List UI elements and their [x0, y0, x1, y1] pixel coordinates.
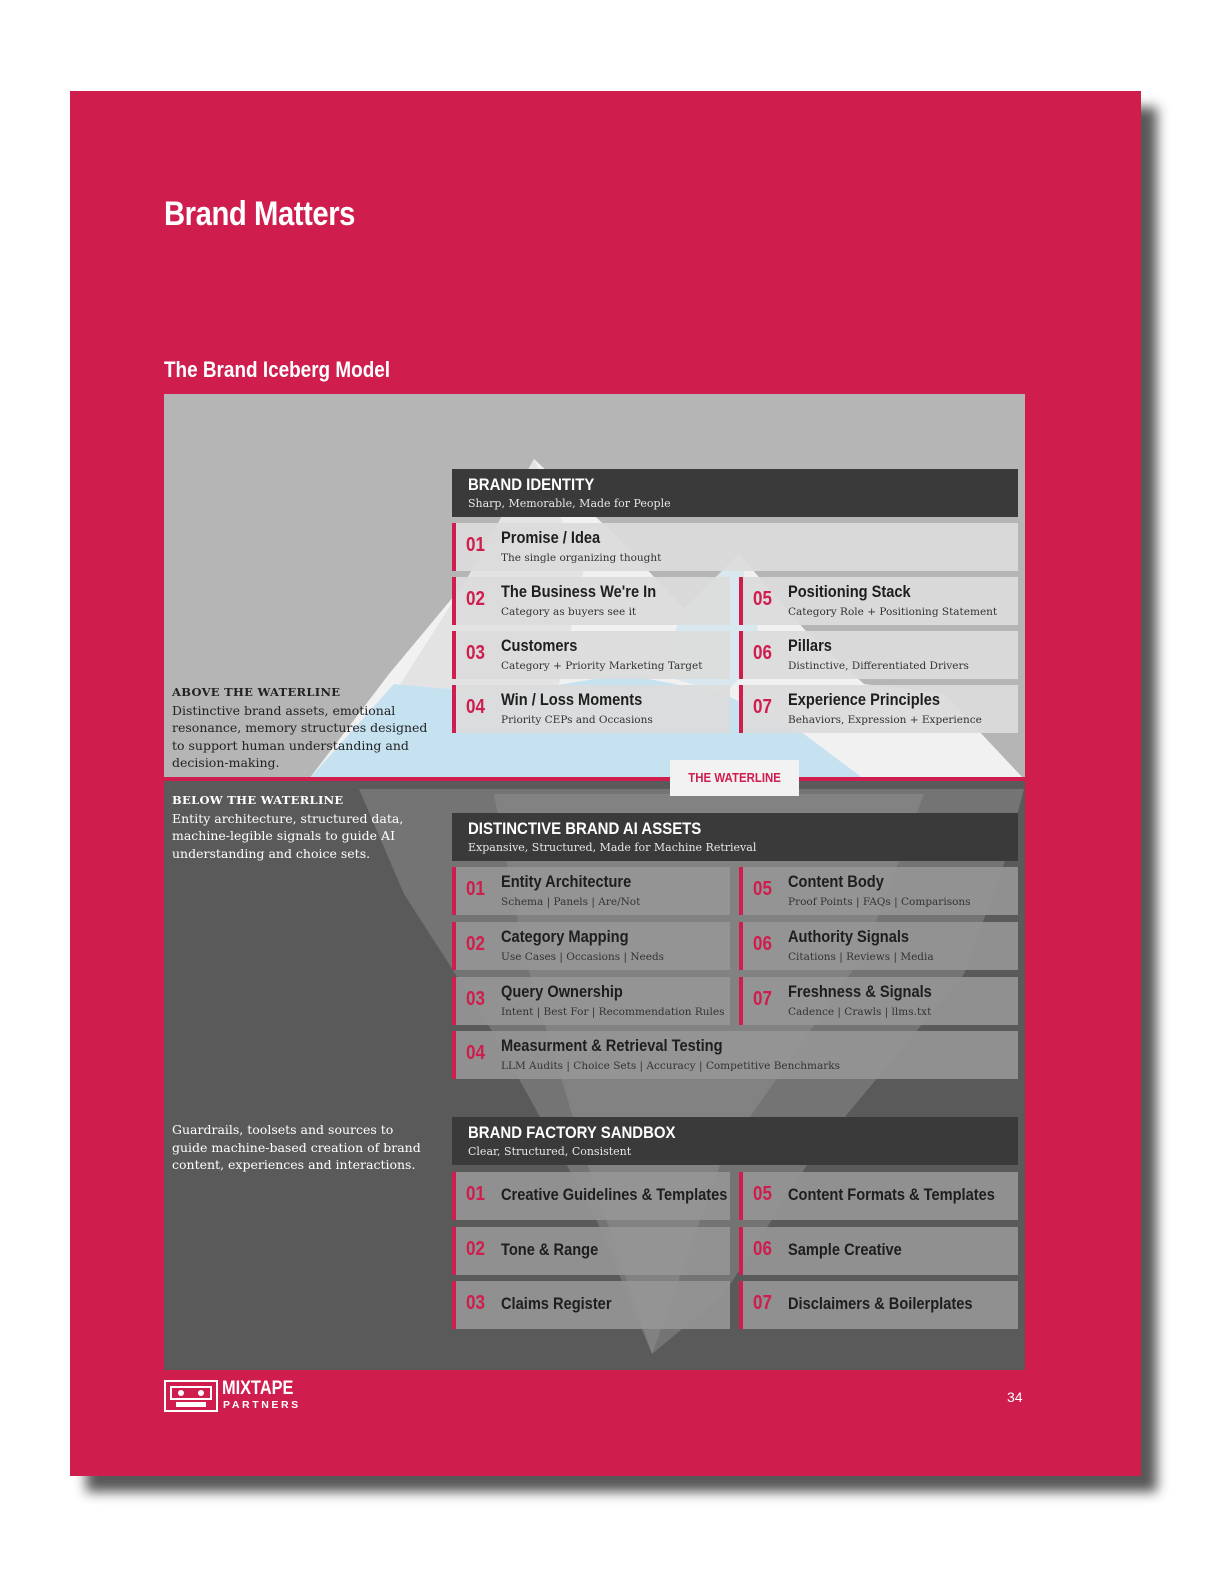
item-title: Claims Register — [501, 1294, 612, 1313]
page-title: Brand Matters — [164, 195, 356, 233]
item-description: The single organizing thought — [501, 552, 662, 564]
item-description: Proof Points | FAQs | Comparisons — [788, 896, 971, 908]
ai-asset-item — [739, 922, 1018, 970]
sandbox-subtitle: Clear, Structured, Consistent — [468, 1145, 632, 1158]
item-number: 02 — [466, 933, 485, 955]
item-number: 06 — [753, 933, 772, 955]
ai-asset-item — [452, 977, 730, 1025]
waterline-label: THE WATERLINE — [688, 770, 781, 785]
ai-assets-header — [452, 813, 1018, 861]
identity-item — [452, 577, 730, 625]
above-waterline-heading: ABOVE THE WATERLINE — [172, 685, 341, 699]
item-title: Query Ownership — [501, 982, 623, 1001]
item-number: 06 — [753, 1238, 772, 1260]
item-description: Category Role + Positioning Statement — [788, 606, 998, 618]
item-title: Promise / Idea — [501, 528, 601, 547]
item-title: Content Body — [788, 872, 884, 891]
item-description: Citations | Reviews | Media — [788, 951, 934, 963]
guardrails-body: Guardrails, toolsets and sources to guide machine-based creation of brand content, experiences and interactions. — [172, 1122, 421, 1172]
guardrails-label — [172, 1121, 432, 1174]
sandbox-header — [452, 1117, 1018, 1165]
identity-item — [739, 631, 1018, 679]
mixtape-partners-logo — [164, 1378, 304, 1414]
identity-item — [452, 685, 730, 733]
item-number: 03 — [466, 642, 485, 664]
identity-item — [739, 685, 1018, 733]
sandbox-title: BRAND FACTORY SANDBOX — [468, 1123, 676, 1142]
identity-item — [739, 577, 1018, 625]
identity-item — [452, 523, 1018, 571]
item-title: The Business We're In — [501, 582, 657, 601]
item-description: Intent | Best For | Recommendation Rules — [501, 1006, 725, 1018]
item-title: Creative Guidelines & Templates — [501, 1185, 728, 1204]
item-number: 05 — [753, 878, 772, 900]
item-title: Freshness & Signals — [788, 982, 932, 1001]
ai-assets-subtitle: Expansive, Structured, Made for Machine Retrieval — [468, 841, 757, 854]
sandbox-item — [739, 1227, 1018, 1275]
waterline-tag — [670, 760, 799, 796]
item-description: LLM Audits | Choice Sets | Accuracy | Competitive Benchmarks — [501, 1060, 841, 1072]
item-number: 01 — [466, 534, 485, 556]
page-number: 34 — [1007, 1389, 1023, 1405]
sandbox-item — [452, 1227, 730, 1275]
below-waterline-label — [172, 792, 422, 862]
item-title: Customers — [501, 636, 578, 655]
item-description: Distinctive, Differentiated Drivers — [788, 660, 969, 672]
logo-line2: PARTNERS — [223, 1399, 301, 1411]
brand-identity-header — [452, 469, 1018, 517]
item-description: Use Cases | Occasions | Needs — [501, 951, 665, 963]
item-number: 07 — [753, 696, 772, 718]
below-waterline-heading: BELOW THE WATERLINE — [172, 793, 344, 807]
item-number: 06 — [753, 642, 772, 664]
item-title: Sample Creative — [788, 1240, 902, 1259]
item-title: Experience Principles — [788, 690, 940, 709]
sandbox-item — [452, 1281, 730, 1329]
ai-asset-item — [452, 1031, 1018, 1079]
item-number: 05 — [753, 1183, 772, 1205]
above-waterline-label — [172, 684, 442, 772]
iceberg-diagram — [164, 394, 1025, 1370]
brand-identity-subtitle: Sharp, Memorable, Made for People — [468, 497, 671, 510]
item-number: 02 — [466, 588, 485, 610]
item-title: Entity Architecture — [501, 872, 632, 891]
ai-assets-title: DISTINCTIVE BRAND AI ASSETS — [468, 819, 702, 838]
ai-asset-item — [452, 867, 730, 915]
item-description: Category + Priority Marketing Target — [501, 660, 703, 672]
item-description: Behaviors, Expression + Experience — [788, 714, 982, 726]
item-title: Positioning Stack — [788, 582, 911, 601]
item-title: Tone & Range — [501, 1240, 599, 1259]
sandbox-item — [739, 1172, 1018, 1220]
item-number: 01 — [466, 1183, 485, 1205]
item-number: 01 — [466, 878, 485, 900]
document-page — [70, 91, 1141, 1476]
brand-identity-title: BRAND IDENTITY — [468, 475, 595, 494]
item-title: Pillars — [788, 636, 832, 655]
item-number: 04 — [466, 696, 485, 718]
item-number: 03 — [466, 1292, 485, 1314]
item-title: Authority Signals — [788, 927, 910, 946]
above-waterline-body: Distinctive brand assets, emotional resonance, memory structures designed to support human understanding and decision-making. — [172, 702, 428, 770]
item-number: 05 — [753, 588, 772, 610]
item-number: 04 — [466, 1042, 485, 1064]
item-description: Priority CEPs and Occasions — [501, 714, 653, 726]
item-description: Cadence | Crawls | llms.txt — [788, 1006, 932, 1018]
identity-item — [452, 631, 730, 679]
item-title: Disclaimers & Boilerplates — [788, 1294, 973, 1313]
section-subtitle: The Brand Iceberg Model — [164, 357, 391, 382]
item-title: Win / Loss Moments — [501, 690, 643, 709]
item-description: Schema | Panels | Are/Not — [501, 896, 641, 908]
item-number: 07 — [753, 988, 772, 1010]
item-number: 03 — [466, 988, 485, 1010]
item-number: 07 — [753, 1292, 772, 1314]
item-title: Category Mapping — [501, 927, 629, 946]
below-waterline-body: Entity architecture, structured data, machine-legible signals to guide AI understanding and choice sets. — [172, 810, 404, 861]
ai-asset-item — [452, 922, 730, 970]
item-title: Measurment & Retrieval Testing — [501, 1036, 723, 1055]
ai-asset-item — [739, 977, 1018, 1025]
item-description: Category as buyers see it — [501, 606, 637, 618]
sandbox-item — [739, 1281, 1018, 1329]
cassette-icon — [164, 1380, 218, 1412]
ai-asset-item — [739, 867, 1018, 915]
item-number: 02 — [466, 1238, 485, 1260]
item-title: Content Formats & Templates — [788, 1185, 995, 1204]
sandbox-item — [452, 1172, 730, 1220]
logo-line1: MIXTAPE — [222, 1378, 294, 1399]
